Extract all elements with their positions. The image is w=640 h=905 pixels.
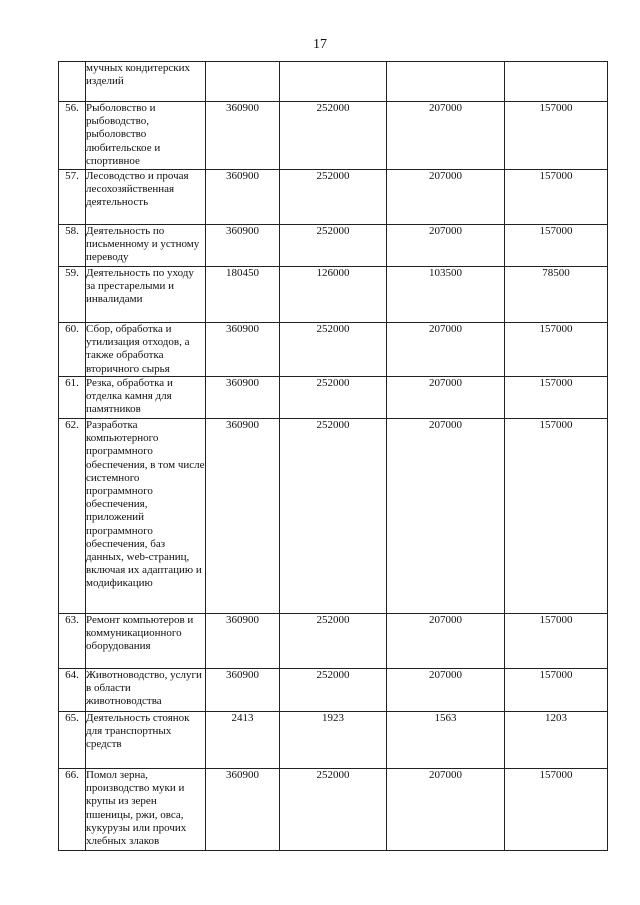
activity-description: Лесоводство и прочая лесохозяйственная деятельность [86,170,206,225]
amount-col-2: 1923 [280,712,387,769]
table-row [59,419,608,614]
table-row [59,769,608,851]
table-row [59,614,608,669]
amount-col-3: 103500 [387,267,505,323]
row-number: 56. [59,102,86,170]
amount-col-3: 207000 [387,419,505,614]
table-row [59,669,608,712]
amount-col-3: 207000 [387,323,505,377]
table-row [59,377,608,419]
activity-description: Деятельность по уходу за престарелыми и инвалидами [86,267,206,323]
amount-col-3: 207000 [387,669,505,712]
amount-col-4: 157000 [505,669,608,712]
row-number: 63. [59,614,86,669]
amount-col-2: 252000 [280,102,387,170]
activity-description: Помол зерна, производство муки и крупы из зерен пшеницы, ржи, овса, кукурузы или прочих хлебных злаков [86,769,206,851]
table-row [59,225,608,267]
amount-col-4: 157000 [505,419,608,614]
amount-col-1: 360900 [206,419,280,614]
row-number: 60. [59,323,86,377]
amount-col-2: 252000 [280,769,387,851]
amount-col-2: 126000 [280,267,387,323]
amount-col-4: 157000 [505,323,608,377]
row-number: 57. [59,170,86,225]
amount-col-3: 207000 [387,614,505,669]
row-number: 62. [59,419,86,614]
amount-col-1: 2413 [206,712,280,769]
amount-col-1: 360900 [206,769,280,851]
table-row [59,323,608,377]
table-row [59,170,608,225]
activity-description: Рыболовство и рыбоводство, рыболовство любительское и спортивное [86,102,206,170]
amount-col-2: 252000 [280,377,387,419]
amount-col-2 [280,62,387,102]
amount-col-3: 207000 [387,170,505,225]
amount-col-4: 78500 [505,267,608,323]
table-row [59,102,608,170]
amount-col-1: 360900 [206,225,280,267]
amount-col-4: 157000 [505,170,608,225]
amount-col-1: 360900 [206,614,280,669]
row-number: 66. [59,769,86,851]
amount-col-4 [505,62,608,102]
amount-col-2: 252000 [280,323,387,377]
page-number: 17 [313,37,327,52]
amount-col-3: 1563 [387,712,505,769]
activity-description: мучных кондитерских изделий [86,62,206,102]
amount-col-1: 360900 [206,170,280,225]
amount-col-1 [206,62,280,102]
table-row [59,62,608,102]
row-number: 59. [59,267,86,323]
amount-col-1: 180450 [206,267,280,323]
amount-col-3: 207000 [387,102,505,170]
amount-col-1: 360900 [206,102,280,170]
amount-col-4: 157000 [505,102,608,170]
amount-col-3: 207000 [387,769,505,851]
row-number [59,62,86,102]
activity-description: Деятельность стоянок для транспортных средств [86,712,206,769]
tariff-table [58,61,608,851]
activity-description: Животноводство, услуги в области животноводства [86,669,206,712]
row-number: 65. [59,712,86,769]
amount-col-4: 157000 [505,769,608,851]
activity-description: Разработка компьютерного программного обеспечения, в том числе системного программного обеспечения, приложений программного обеспечения, баз данных, web-страниц, включая их адаптацию и модификацию [86,419,206,614]
amount-col-2: 252000 [280,225,387,267]
activity-description: Резка, обработка и отделка камня для памятников [86,377,206,419]
amount-col-4: 157000 [505,614,608,669]
amount-col-3: 207000 [387,225,505,267]
table-row [59,712,608,769]
row-number: 64. [59,669,86,712]
table-row [59,267,608,323]
amount-col-1: 360900 [206,669,280,712]
amount-col-1: 360900 [206,377,280,419]
row-number: 61. [59,377,86,419]
row-number: 58. [59,225,86,267]
activity-description: Сбор, обработка и утилизация отходов, а также обработка вторичного сырья [86,323,206,377]
amount-col-4: 1203 [505,712,608,769]
amount-col-3: 207000 [387,377,505,419]
amount-col-2: 252000 [280,170,387,225]
amount-col-2: 252000 [280,614,387,669]
activity-description: Деятельность по письменному и устному переводу [86,225,206,267]
activity-description: Ремонт компьютеров и коммуникационного оборудования [86,614,206,669]
amount-col-2: 252000 [280,419,387,614]
amount-col-2: 252000 [280,669,387,712]
amount-col-4: 157000 [505,225,608,267]
amount-col-1: 360900 [206,323,280,377]
amount-col-4: 157000 [505,377,608,419]
amount-col-3 [387,62,505,102]
